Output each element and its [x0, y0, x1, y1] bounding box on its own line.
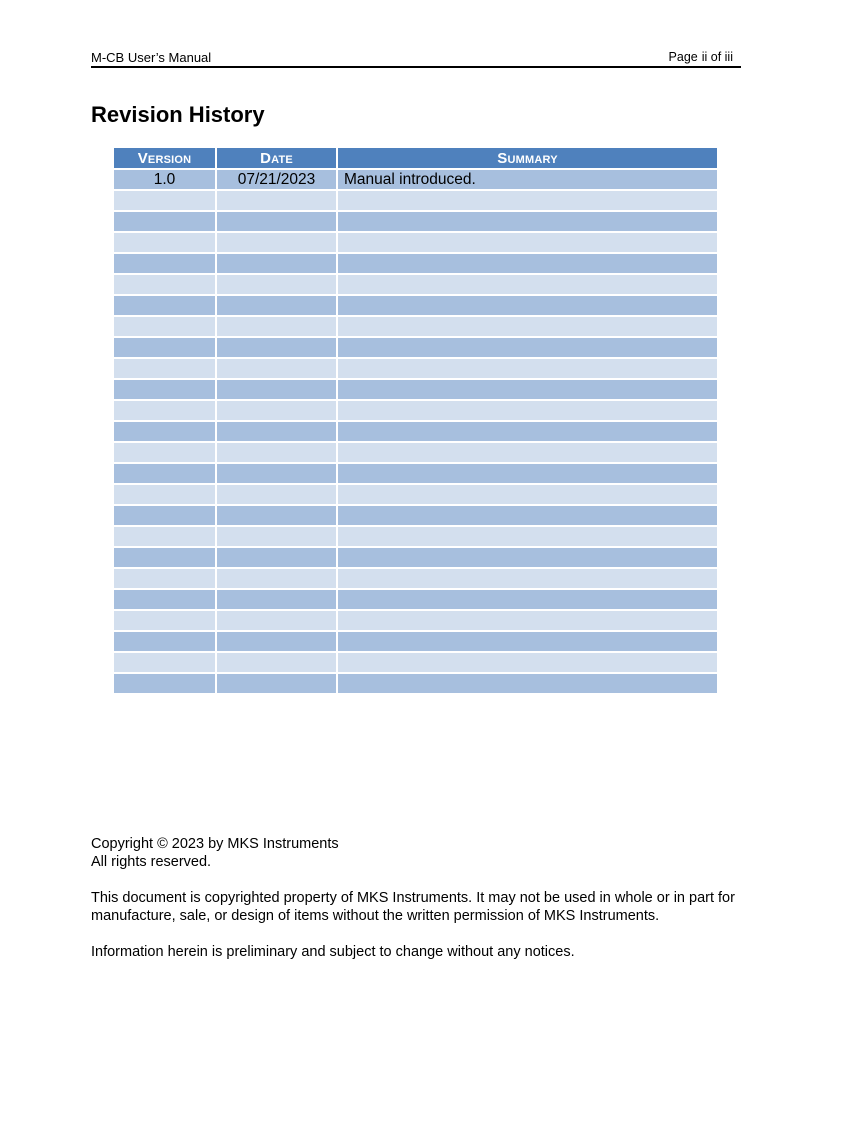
table-row: [114, 673, 717, 694]
cell-date: [216, 253, 337, 274]
rights-line: All rights reserved.: [91, 854, 212, 870]
legal-notes: [91, 835, 741, 979]
cell-date: [216, 463, 337, 484]
column-header-summary: Summary: [337, 148, 717, 169]
cell-date: [216, 610, 337, 631]
cell-summary: [337, 631, 717, 652]
cell-date: [216, 400, 337, 421]
cell-summary: [337, 484, 717, 505]
table-row: [114, 652, 717, 673]
page-header: [91, 49, 741, 68]
cell-version: [114, 652, 216, 673]
cell-summary: [337, 295, 717, 316]
copyright-notice: This document is copyrighted property of MKS Instruments. It may not be used in whole or in part for manufacture, sale, or design of items without the written permission of MKS Instruments.: [91, 890, 735, 924]
cell-summary: [337, 547, 717, 568]
cell-version: [114, 316, 216, 337]
cell-version: [114, 526, 216, 547]
table-row: [114, 169, 717, 190]
cell-date: [216, 652, 337, 673]
cell-version: [114, 190, 216, 211]
copyright-line: Copyright © 2023 by MKS Instruments: [91, 836, 339, 852]
cell-summary: [337, 400, 717, 421]
cell-version: [114, 463, 216, 484]
page-number: ii of iii: [701, 50, 733, 64]
cell-version: [114, 400, 216, 421]
cell-summary: [337, 442, 717, 463]
table-header-row: [114, 148, 717, 169]
table-row: [114, 526, 717, 547]
table-row: [114, 568, 717, 589]
cell-summary: [337, 190, 717, 211]
table-row: [114, 211, 717, 232]
table-row: [114, 610, 717, 631]
cell-date: [216, 547, 337, 568]
cell-version: [114, 253, 216, 274]
cell-version: [114, 610, 216, 631]
preliminary-disclaimer: Information herein is preliminary and subject to change without any notices.: [91, 944, 575, 960]
cell-summary: [337, 253, 717, 274]
table-row: [114, 253, 717, 274]
cell-date: [216, 358, 337, 379]
cell-summary: [337, 526, 717, 547]
table-body: [114, 169, 717, 694]
cell-date: [216, 316, 337, 337]
cell-date: [216, 484, 337, 505]
table-row: [114, 379, 717, 400]
cell-version: [114, 442, 216, 463]
cell-summary: [337, 358, 717, 379]
cell-date: [216, 442, 337, 463]
cell-summary: [337, 589, 717, 610]
column-header-date: Date: [216, 148, 337, 169]
cell-version: [114, 379, 216, 400]
cell-date: [216, 568, 337, 589]
cell-date: [216, 631, 337, 652]
cell-summary: [337, 211, 717, 232]
table-row: [114, 547, 717, 568]
page-label: Page: [668, 50, 698, 64]
cell-version: [114, 505, 216, 526]
cell-summary: [337, 610, 717, 631]
cell-version: 1.0: [114, 169, 216, 190]
cell-summary: [337, 337, 717, 358]
cell-version: [114, 421, 216, 442]
table-row: [114, 442, 717, 463]
cell-date: [216, 379, 337, 400]
table-row: [114, 295, 717, 316]
cell-version: [114, 484, 216, 505]
table-row: [114, 589, 717, 610]
cell-summary: [337, 673, 717, 694]
table-row: [114, 484, 717, 505]
cell-date: [216, 211, 337, 232]
cell-version: [114, 358, 216, 379]
revision-history-table: [114, 148, 717, 695]
cell-summary: [337, 463, 717, 484]
cell-date: [216, 232, 337, 253]
cell-summary: [337, 652, 717, 673]
copyright-block: [91, 835, 741, 871]
table-row: [114, 463, 717, 484]
cell-version: [114, 337, 216, 358]
column-header-version: Version: [114, 148, 216, 169]
table-row: [114, 337, 717, 358]
cell-summary: [337, 379, 717, 400]
cell-summary: [337, 568, 717, 589]
page-indicator: [669, 50, 733, 64]
cell-version: [114, 631, 216, 652]
cell-summary: [337, 274, 717, 295]
cell-version: [114, 547, 216, 568]
cell-version: [114, 274, 216, 295]
table-row: [114, 274, 717, 295]
table-row: [114, 421, 717, 442]
cell-version: [114, 589, 216, 610]
cell-date: [216, 589, 337, 610]
cell-date: [216, 526, 337, 547]
cell-summary: [337, 421, 717, 442]
table-row: [114, 232, 717, 253]
table-row: [114, 400, 717, 421]
cell-date: [216, 274, 337, 295]
cell-date: [216, 673, 337, 694]
table-row: [114, 316, 717, 337]
cell-date: [216, 337, 337, 358]
cell-version: [114, 211, 216, 232]
page-title: Revision History: [91, 102, 265, 127]
cell-version: [114, 568, 216, 589]
cell-version: [114, 295, 216, 316]
table-row: [114, 358, 717, 379]
cell-summary: [337, 232, 717, 253]
cell-date: 07/21/2023: [216, 169, 337, 190]
cell-date: [216, 505, 337, 526]
table-row: [114, 505, 717, 526]
manual-title: M-CB User’s Manual: [91, 50, 212, 65]
cell-summary: [337, 505, 717, 526]
cell-summary: Manual introduced.: [337, 169, 717, 190]
table-row: [114, 631, 717, 652]
cell-version: [114, 673, 216, 694]
cell-date: [216, 421, 337, 442]
cell-date: [216, 295, 337, 316]
table-row: [114, 190, 717, 211]
cell-version: [114, 232, 216, 253]
cell-date: [216, 190, 337, 211]
cell-summary: [337, 316, 717, 337]
